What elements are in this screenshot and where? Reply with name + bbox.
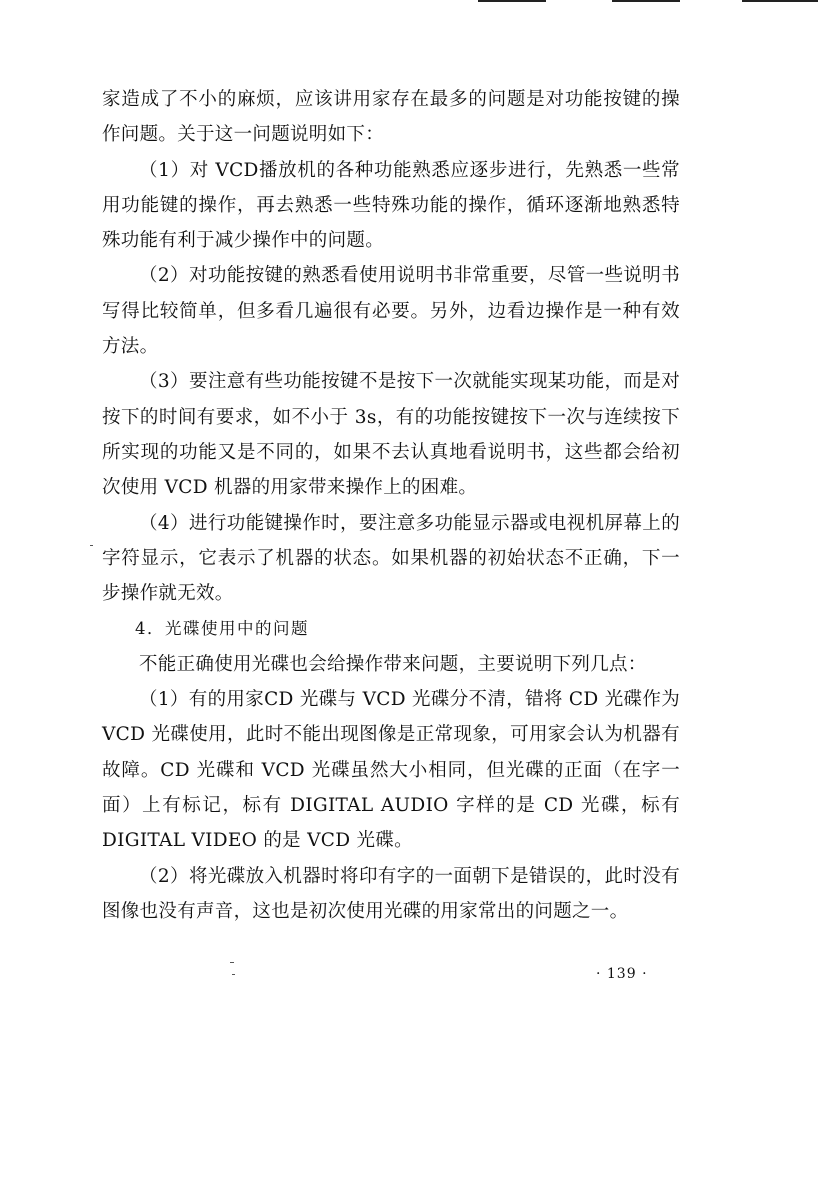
page-body bbox=[102, 82, 680, 929]
paragraph-disc-1: （1）有的用家CD 光碟与 VCD 光碟分不清，错将 CD 光碟作为 VCD 光碟使用，此时不能出现图像是正常现象，可用家会认为机器有故障。CD 光碟和 VCD 光碟虽然大小相同，但光碟的正面（在字一面）上有标记，标有 DIGITAL AUDIO 字样的是 CD 光碟，标有 DIGITAL VIDEO 的是 VCD 光碟。 bbox=[102, 689, 680, 852]
paragraph-item-1: （1）对 VCD播放机的各种功能熟悉应逐步进行，先熟悉一些常用功能键的操作，再去熟悉一些特殊功能的操作，循环逐渐地熟悉特殊功能有利于减少操作中的问题。 bbox=[102, 159, 680, 252]
scan-speck bbox=[90, 545, 93, 546]
paragraph-item-2: （2）对功能按键的熟悉看使用说明书非常重要，尽管一些说明书写得比较简单，但多看几遍很有必要。另外，边看边操作是一种有效方法。 bbox=[102, 265, 680, 358]
paragraph-item-4: （4）进行功能键操作时，要注意多功能显示器或电视机屏幕上的字符显示，它表示了机器的状态。如果机器的初始状态不正确，下一步操作就无效。 bbox=[102, 512, 680, 605]
paragraph-disc-2: （2）将光碟放入机器时将印有字的一面朝下是错误的，此时没有图像也没有声音，这也是初次使用光碟的用家常出的问题之一。 bbox=[102, 865, 680, 922]
paragraph-continuation: 家造成了不小的麻烦，应该讲用家存在最多的问题是对功能按键的操作问题。关于这一问题说明如下： bbox=[102, 89, 680, 146]
top-rule-left bbox=[478, 0, 546, 2]
top-rule-right bbox=[742, 0, 818, 2]
scan-speck bbox=[232, 974, 235, 975]
paragraph-intro: 不能正确使用光碟也会给操作带来问题，主要说明下列几点： bbox=[139, 653, 647, 675]
scan-speck bbox=[230, 962, 234, 963]
paragraph-item-3: （3）要注意有些功能按键不是按下一次就能实现某功能，而是对按下的时间有要求，如不小于 3s，有的功能按键按下一次与连续按下所实现的功能又是不同的，如果不去认真地看说明书，这些都会给初次使用 VCD 机器的用家带来操作上的困难。 bbox=[102, 371, 680, 499]
section-heading: 4．光碟使用中的问题 bbox=[135, 619, 309, 639]
page-number: · 139 · bbox=[596, 966, 648, 982]
top-rule-middle bbox=[612, 0, 680, 2]
